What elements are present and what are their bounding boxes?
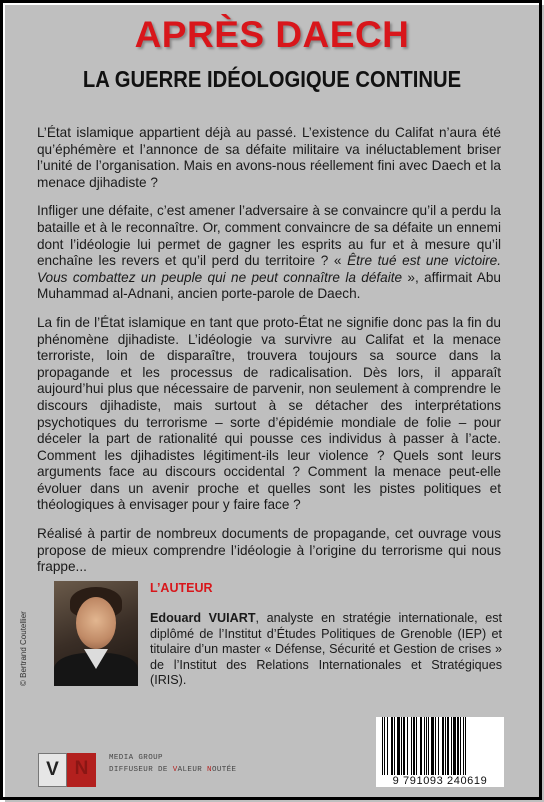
author-heading: L’AUTEUR <box>150 581 213 595</box>
paragraph-4: Réalisé à partir de nombreux documents de propagande, cet ouvrage vous propose de mieux comprendre l’idéologie à l’origine du terrorisme qui nous frappe... <box>37 526 501 575</box>
quote-close: », affirmait Abu Muhammad al-Adnani, ancien porte-parole de Daech. <box>37 269 501 302</box>
author-photo <box>54 581 138 686</box>
author-name: Edouard VUIART <box>150 611 256 625</box>
paragraph-2 <box>37 203 501 303</box>
publisher-text <box>109 752 236 776</box>
book-subtitle: LA GUERRE IDÉOLOGIQUE CONTINUE <box>82 66 462 92</box>
photo-credit: © Bertrand Coutellier <box>19 611 28 686</box>
publisher-line-1: MEDIA GROUP <box>109 754 163 762</box>
paragraph-1: L’État islamique appartient déjà au passé. L’existence du Califat n’aura été qu’éphémère et l’annonce de sa défaite militaire va inéluctablement briser l’unité de l’organisation. Mais en avons-nous réellement fini avec Daech et la menace djihadiste ? <box>37 125 501 190</box>
author-description: , analyste en stratégie internationale, est diplômé de l’Institut d’Études Politiques de Grenoble (IEP) et titulaire d’un master « Défense, Sécurité et Gestion de crises » de l’Institut des Relations Internationales et Stratégiques (IRIS). <box>150 611 502 688</box>
publisher-line-2: DIFFUSEUR DE VALEUR NOUTÉE <box>109 766 237 774</box>
publisher-logo <box>38 753 96 787</box>
logo-n: N <box>67 753 96 787</box>
quote-open: « <box>333 253 348 269</box>
barcode-number: 9 791093 240619 <box>376 775 504 787</box>
book-title: APRÈS DAECH <box>134 14 410 55</box>
back-cover-text <box>37 125 501 588</box>
logo-v: V <box>38 753 67 787</box>
paragraph-3: La fin de l’État islamique en tant que proto-État ne signifie donc pas la fin du phénomène djihadiste. L’idéologie va survivre au Califat et la menace terroriste, loin de disparaître, trouvera toujours sa source dans la propagande et les processus de radicalisation. Dès lors, il apparaît aujourd’hui plus que nécessaire de parvenir, non seulement à comprendre le discours djihadiste, mais surtout à se détacher des interprétations psychotiques du terrorisme – sorte d’épidémie mondiale de folie – pour déceler la part de rationalité qui pousse ces individus à passer à l’acte. Comment les djihadistes légitiment-ils leur violence ? Quels sont leurs arguments face au discours occidental ? Comment la menace peut-elle évoluer dans un avenir proche et quelles sont les pistes politiques et théologiques à envisager pour y faire face ? <box>37 314 501 513</box>
author-bio <box>150 611 502 689</box>
barcode-bars <box>376 717 504 775</box>
quote-text: Être tué est une victoire. Vous combattez un peuple qui ne peut connaître la défaite <box>37 253 502 285</box>
paragraph-2-main: Infliger une défaite, c’est amener l’adversaire à se convaincre qu’il a perdu la bataille et à le reconnaître. Or, comment convaincre de sa défaite un ennemi dont l’idéologie lui permet de gagner les esprits au fur et à mesure qu’il enchaîne les revers et qu’il perd du territoire ? <box>37 203 501 269</box>
